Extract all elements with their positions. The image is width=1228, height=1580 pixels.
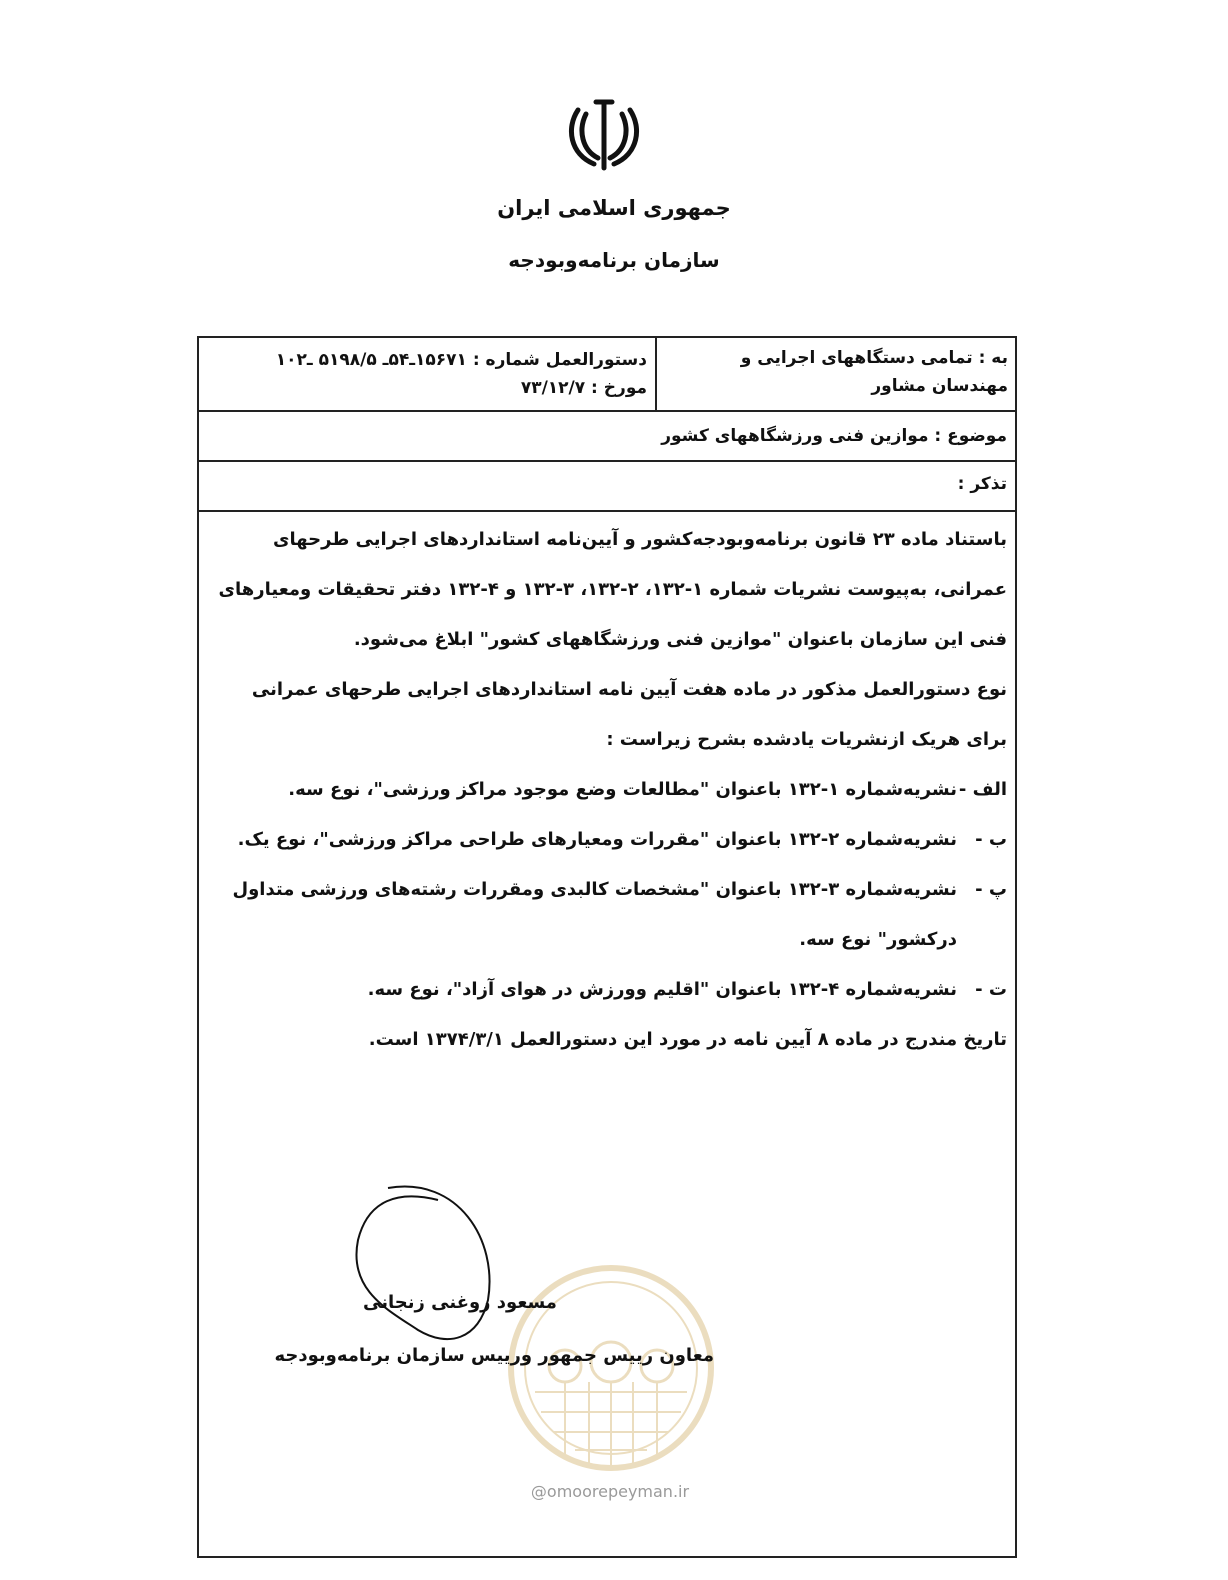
subject-line: موضوع : موازین فنی ورزشگاههای کشور [661, 426, 1007, 446]
body-paragraph: تاریخ مندرج در ماده ۸ آیین نامه در مورد این دستورالعمل ۱۳۷۴/۳/۱ است. [368, 1029, 1007, 1050]
organization-name: سازمان برنامه‌وبودجه [508, 248, 720, 272]
signatory-title: معاون رییس جمهور ورییس سازمان برنامه‌وبودجه [274, 1345, 714, 1366]
list-item-text: نشریه‌شماره ۴-۱۳۲ باعنوان "اقلیم وورزش در هوای آزاد"، نوع سه. [367, 979, 957, 1000]
directive-number: دستورالعمل شماره : ۱۵۶۷۱ـ۵۴ـ ۵۱۹۸/۵ ـ۱۰۲ [275, 350, 647, 370]
list-item-label: ب - [975, 829, 1007, 850]
signatory-name: مسعود روغنی زنجانی [363, 1292, 557, 1313]
divider-line [197, 510, 1017, 512]
iran-emblem-icon [564, 92, 644, 174]
directive-date: مورخ : ۷۳/۱۲/۷ [520, 378, 647, 398]
list-item [212, 765, 1007, 815]
list-item-text: نشریه‌شماره ۳-۱۳۲ باعنوان "مشخصات کالبدی ومقررات رشته‌های ورزشی متداول درکشور" نوع سه. [232, 879, 957, 950]
list-item-label: الف - [958, 779, 1007, 800]
list-item-label: پ - [975, 879, 1007, 900]
list-item-label: ت - [975, 979, 1007, 1000]
list-item-text: نشریه‌شماره ۱-۱۳۲ باعنوان "مطالعات وضع موجود مراکز ورزشی"، نوع سه. [288, 779, 957, 800]
note-label: تذکر : [957, 474, 1007, 494]
at-icon: @ [530, 1482, 547, 1501]
watermark-url: @omoorepeyman.ir [530, 1482, 690, 1501]
recipient: به : تمامی دستگاههای اجرایی و مهندسان مشاور [740, 348, 1008, 396]
divider-line [197, 410, 1017, 412]
list-item [212, 815, 1007, 865]
country-name: جمهوری اسلامی ایران [497, 196, 731, 220]
divider-line [197, 460, 1017, 462]
signature-scribble-icon [328, 1180, 528, 1350]
letter-body [212, 515, 1007, 1065]
divider-line [655, 336, 657, 411]
body-paragraph: نوع دستورالعمل مذکور در ماده هفت آیین نامه استانداردهای اجرایی طرحهای عمرانی برای هریک ازنشریات یادشده بشرح زیراست : [251, 679, 1007, 750]
list-item-text: نشریه‌شماره ۲-۱۳۲ باعنوان "مقررات ومعیارهای طراحی مراکز ورزشی"، نوع یک. [237, 829, 957, 850]
list-item [212, 865, 1007, 965]
body-paragraph: باستناد ماده ۲۳ قانون برنامه‌وبودجه‌کشور و آیین‌نامه استانداردهای اجرایی طرحهای عمرانی، به‌پیوست نشریات شماره ۱-۱۳۲، ۲-۱۳۲، ۳-۱۳۲ و ۴-۱۳۲ دفتر تحقیقات ومعیارهای فنی این سازمان باعنوان "موازین فنی ورزشگاههای کشور" ابلاغ می‌شود. [218, 529, 1007, 650]
list-item [212, 965, 1007, 1015]
